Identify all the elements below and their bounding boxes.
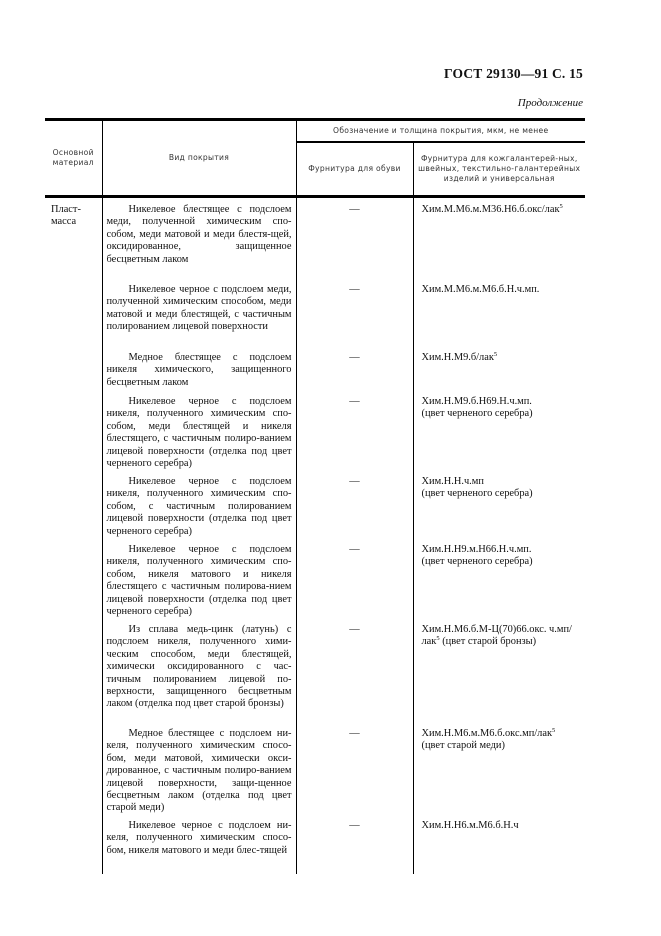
dash-value: — [349,352,360,363]
coating-designation [422,278,586,346]
coating-designation [422,346,586,390]
footnote-ref: 5 [559,203,563,210]
shoe-column [296,197,413,875]
dash-value: — [349,204,360,215]
designation-code: Хим.М.М6.м.М36.Н6.б.окс/лак [421,204,560,215]
coating-designation [422,618,586,722]
dash-value: — [349,284,360,295]
footnote-ref: 5 [436,635,440,643]
dash-value: — [349,624,360,635]
designation-code: Хим.Н.М9.б.Н69.Н.ч.мп. [421,396,532,407]
coating-description [107,814,292,874]
dash-value: — [349,476,360,487]
coating-column [102,197,296,875]
base-material-text: Пласт-масса [51,204,81,228]
finish-note: (цвет старой меди) [421,740,505,752]
coating-description [107,470,292,538]
finish-note: (цвет черненого серебра) [421,488,533,500]
base-material-cell [45,197,102,875]
coating-description [107,198,292,278]
shoe-fittings-value [297,814,413,874]
coating-text: Никелевое черное с подслоем меди, полученной химическим способом, меди матовой и меди блестящей, с частичным полированием лицевой поверхности [106,284,292,333]
dash-value: — [349,728,360,739]
dash-value: — [349,544,360,555]
dash-value: — [349,396,360,407]
shoe-fittings-value [297,346,413,390]
designation-code: Хим.Н.М6.б.М-Ц(70)66.окс. ч.мп/лак [421,624,572,648]
coating-text: Никелевое черное с подслоем никеля, полученного химическим спо-собом, никеля матового и никеля блестящего с частичным полирова-нием лицевой поверхности (отделка под цвет черненого серебра) [106,544,292,618]
dash-value: — [349,820,360,831]
header-base-material: Основной материал [45,120,102,197]
designation-code: Хим.Н.М6.м.М6.б.окс.мп/лак [421,728,553,739]
coating-text: Никелевое черное с подслоем ни-келя, полученного химическим спосо-бом, никеля матового и меди блес-тящей [106,820,292,856]
header-leather-fittings: Фурнитура для кожгалантерей-ных, швейных, текстильно-галантерейных изделий и универсальная [413,142,585,197]
coating-table [45,118,585,874]
coating-description [107,722,292,814]
designation-code: Хим.Н.Н9.м.Н66.Н.ч.мп. [421,544,532,555]
coating-text: Никелевое черное с подслоем никеля, полученного химическим спо-собом, меди блестящей и никеля блестящего, с частичным полиро-ванием лицевой поверхности (отделка под цвет черненого серебра) [106,396,292,470]
designation-code: Хим.М.М6.м.М6.б.Н.ч.мп. [421,284,540,295]
finish-note: (цвет черненого серебра) [421,556,533,568]
footnote-ref: 5 [493,351,498,358]
finish-note: (цвет старой бронзы) [442,636,537,648]
coating-text: Из сплава медь-цинк (латунь) с подслоем никеля, полученного хими-ческим способом, меди блестящей, химически оксидированного с час-тичным полированием лицевой по-верхности, защищенного бесцветным лаком (отделка под цвет старой бронзы) [106,624,292,710]
finish-note: (цвет черненого серебра) [421,408,533,420]
footnote-ref: 5 [552,727,556,734]
coating-designation [422,470,586,538]
code-column [413,197,585,875]
coating-text: Медное блестящее с подслоем ни-келя, полученного химическим спосо-бом, меди матовой, химически окси-дированное, с частичным полиро-ванием лицевой поверхности, защи-щенное бесцветным лаком (отделка под цвет старой меди) [106,728,292,814]
shoe-fittings-value [297,470,413,538]
coating-designation [422,722,586,814]
coating-description [107,346,292,390]
designation-code: Хим.Н.Н6.м.М6.б.Н.ч [421,820,519,831]
coating-text: Медное блестящее с подслоем никеля химического, защищенного бесцветным лаком [106,352,292,388]
header-shoe-fittings: Фурнитура для обуви [296,142,413,197]
coating-designation [422,390,586,470]
coating-text: Никелевое черное с подслоем никеля, полученного химическим спо-собом, с частичным полированием лицевой поверхности (отделка под цвет черненого серебра) [106,476,292,537]
shoe-fittings-value [297,722,413,814]
coating-description [107,538,292,618]
coating-designation [422,198,586,278]
coating-description [107,278,292,346]
shoe-fittings-value [297,198,413,278]
coating-description [107,390,292,470]
header-designation-group: Обозначение и толщина покрытия, мкм, не менее [296,120,585,143]
coating-designation [422,538,586,618]
coating-description [107,618,292,722]
continuation-label: Продолжение [517,97,583,109]
coating-text: Никелевое блестящее с подслоем меди, полученной химическим спо-собом, меди матовой и меди блестя-щей, оксидированное, защищенное бесцветным лаком [106,204,292,265]
coating-designation [422,814,586,874]
shoe-fittings-value [297,618,413,722]
header-coating-type: Вид покрытия [102,120,296,197]
page-title: ГОСТ 29130—91 С. 15 [444,66,583,81]
shoe-fittings-value [297,538,413,618]
designation-code: Хим.Н.Н.ч.мп [421,476,484,487]
designation-code: Хим.Н.М9.б/лак [421,352,494,363]
shoe-fittings-value [297,390,413,470]
shoe-fittings-value [297,278,413,346]
